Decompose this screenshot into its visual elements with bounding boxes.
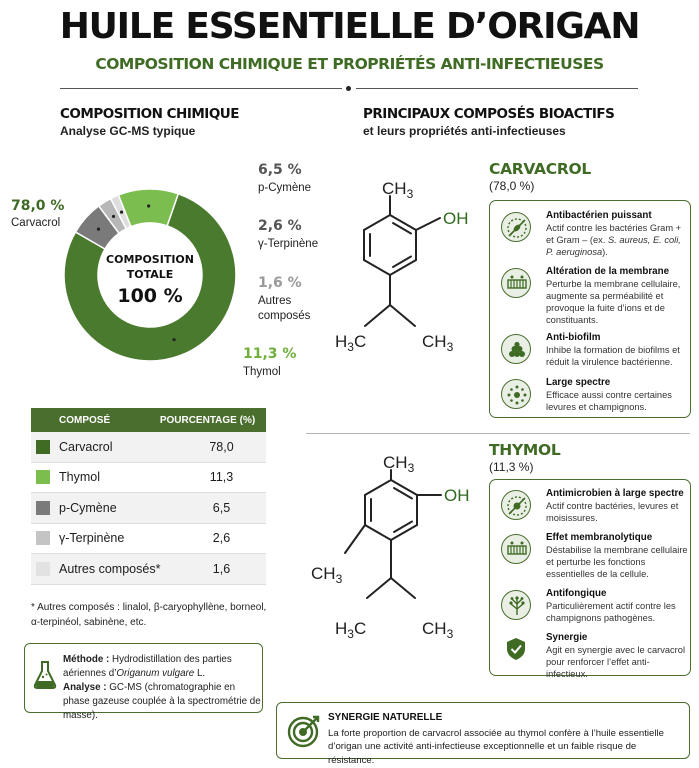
table-cell-compose <box>31 531 177 545</box>
donut-center-line1: COMPOSITION <box>106 253 194 266</box>
thymol-pct: (11,3 %) <box>489 460 534 474</box>
carvacrol-name: CARVACROL <box>489 160 591 178</box>
spectrum-icon <box>501 379 531 409</box>
footnote: * Autres composés : linalol, β-caryophyllène, borneol, α-terpinéol, sabinène, etc. <box>31 602 267 628</box>
table-cell-percentage: 78,0 <box>209 439 234 454</box>
label-gterp-name: γ-Terpinène <box>258 238 319 250</box>
feature-description: Agit en synergie avec le carvacrol pour renforcer l’effet anti-infectieux. <box>546 645 686 679</box>
table-cell-compose <box>31 562 177 576</box>
label-gterp-pct: 2,6 % <box>258 218 302 234</box>
membrane-icon <box>501 534 531 564</box>
table-row <box>31 463 266 494</box>
shield-check-icon <box>501 634 531 664</box>
compose-name: p-Cymène <box>59 500 117 515</box>
thymol-properties-card <box>489 479 691 679</box>
feature-title: Antibactérien puissant <box>546 210 652 221</box>
donut-center-line2: TOTALE <box>126 267 174 281</box>
page-subtitle: COMPOSITION CHIMIQUE ET PROPRIÉTÉS ANTI-INFECTIEUSES <box>95 55 604 73</box>
flask-icon <box>33 660 57 690</box>
thymol-h3c: $H_3C$ <box>335 619 367 641</box>
feature-title: Altération de la membrane <box>546 266 670 277</box>
divider-right <box>356 88 638 89</box>
method-text-2: L. <box>194 667 206 679</box>
color-swatch <box>36 531 50 545</box>
method-species: Origanum vulgare <box>116 667 195 679</box>
page-title: HUILE ESSENTIELLE D’ORIGAN <box>59 6 640 47</box>
thymol-name: THYMOL <box>489 441 561 459</box>
table-row <box>31 554 266 585</box>
label-autres-pct: 1,6 % <box>258 275 302 291</box>
compose-name: γ-Terpinène <box>59 531 125 546</box>
table-cell-compose <box>31 470 177 484</box>
feature-description <box>546 223 688 259</box>
color-swatch <box>36 470 50 484</box>
composition-title: COMPOSITION CHIMIQUE <box>60 106 239 122</box>
feature-title: Anti-biofilm <box>546 332 601 343</box>
composition-subtitle: Analyse GC-MS typique <box>60 124 196 138</box>
divider-left <box>60 88 342 89</box>
feature-title: Effet membranolytique <box>546 532 653 543</box>
method-text-1: Hydrodistillation des parties aériennes d’ <box>63 654 232 679</box>
feature-description: Actif contre bactéries, levures et moisissures. <box>546 501 679 523</box>
label-carvacrol-name: Carvacrol <box>11 217 61 229</box>
thymol-ch3-bottom: $CH_3$ <box>422 619 454 641</box>
membrane-icon <box>501 268 531 298</box>
carvacrol-h3c: $H_3C$ <box>335 332 367 354</box>
label-thymol-name: Thymol <box>243 366 281 378</box>
color-swatch <box>36 440 50 454</box>
table-cell-percentage: 6,5 <box>212 500 231 515</box>
feature-description: Efficace aussi contre certaines levures et champignons. <box>546 390 672 412</box>
bioactive-subtitle: et leurs propriétés anti-infectieuses <box>363 124 566 138</box>
thymol-ch3-top: $CH_3$ <box>383 453 415 475</box>
method-box <box>24 643 263 721</box>
synergy-description: La forte proportion de carvacrol associée au thymol confère à l’huile essentielle d’origan une activité anti-infectieuse exceptionnelle et un faible risque de résistance. <box>328 728 664 766</box>
table-header <box>31 408 266 432</box>
table-header-compose: COMPOSÉ <box>59 414 111 426</box>
feature-description: Particulièrement actif contre les champignons pathogènes. <box>546 601 676 623</box>
donut-slice-marker <box>112 215 115 218</box>
thymol-structure <box>305 448 480 648</box>
feature-title: Synergie <box>546 632 588 643</box>
target-icon <box>287 714 321 748</box>
feature-description: Inhibe la formation de biofilms et réduit la virulence bactérienne. <box>546 345 680 367</box>
section-divider <box>306 433 690 434</box>
compose-name: Thymol <box>59 470 100 485</box>
antimicrobial-icon <box>501 490 531 520</box>
table-cell-percentage: 1,6 <box>212 561 231 576</box>
analysis-label: Analyse : <box>63 681 107 693</box>
feature-description-part: Actif contre les bactéries Gram + et Gram – (ex. <box>546 223 682 245</box>
table-header-percentage: POURCENTAGE (%) <box>159 414 256 426</box>
analysis-text: GC-MS (chromatographie en phase gazeuse couplée à la spectrométrie de masse). <box>63 681 261 721</box>
table-cell-percentage: 2,6 <box>212 531 231 546</box>
method-text <box>63 653 261 723</box>
feature-description: Déstabilise la membrane cellulaire et perturbe les fonctions essentielles de la cellule. <box>546 545 688 579</box>
feature-description: Perturbe la membrane cellulaire, augmente sa perméabilité et provoque la fuite d’ions et de constituants. <box>546 279 681 325</box>
color-swatch <box>36 562 50 576</box>
carvacrol-ch3-bottom: $CH_3$ <box>422 332 454 354</box>
bioactive-title: PRINCIPAUX COMPOSÉS BIOACTIFS <box>363 106 615 122</box>
table-row <box>31 432 266 463</box>
fungus-icon <box>501 590 531 620</box>
synergy-box <box>276 702 690 766</box>
feature-description-species: S. aureus, E. coli, P. aeruginosa <box>546 234 681 257</box>
table-cell-percentage: 11,3 <box>209 470 234 485</box>
feature-title: Antimicrobien à large spectre <box>546 488 684 499</box>
label-pcymene-pct: 6,5 % <box>258 162 302 178</box>
table-cell-compose <box>31 440 177 454</box>
label-pcymene-name: p-Cymène <box>258 182 312 194</box>
thymol-ch3-left: $CH_3$ <box>311 564 343 586</box>
label-thymol-pct: 11,3 % <box>243 346 297 362</box>
biofilm-icon <box>501 334 531 364</box>
carvacrol-structure <box>330 172 480 377</box>
feature-description-part: ). <box>602 246 608 257</box>
donut-slice-marker <box>172 338 175 341</box>
donut-slice-marker <box>147 204 150 207</box>
table-cell-compose <box>31 501 177 515</box>
bacteria-icon <box>501 212 531 242</box>
table-row <box>31 493 266 524</box>
compose-name: Carvacrol <box>59 439 113 454</box>
table-row <box>31 524 266 555</box>
donut-slice-marker <box>120 211 123 214</box>
divider-dot <box>346 86 351 91</box>
feature-title: Large spectre <box>546 377 611 388</box>
color-swatch <box>36 501 50 515</box>
carvacrol-properties-card <box>489 200 691 418</box>
carvacrol-pct: (78,0 %) <box>489 179 535 193</box>
donut-center-value: 100 % <box>117 284 183 307</box>
compose-name: Autres composés* <box>59 561 161 576</box>
label-carvacrol-pct: 78,0 % <box>11 198 65 214</box>
feature-title: Antifongique <box>546 588 607 599</box>
table-body <box>31 432 266 585</box>
donut-slice-marker <box>97 227 100 230</box>
synergy-title: SYNERGIE NATURELLE <box>328 712 443 723</box>
label-autres-name-2: composés <box>258 310 311 322</box>
donut-center-label <box>95 253 205 307</box>
composition-table <box>31 408 266 585</box>
carvacrol-oh: OH <box>443 209 469 228</box>
label-autres-name-1: Autres <box>258 295 292 307</box>
thymol-oh: OH <box>444 486 470 505</box>
carvacrol-ch3-top: $CH_3$ <box>382 179 414 201</box>
method-label: Méthode : <box>63 654 110 665</box>
